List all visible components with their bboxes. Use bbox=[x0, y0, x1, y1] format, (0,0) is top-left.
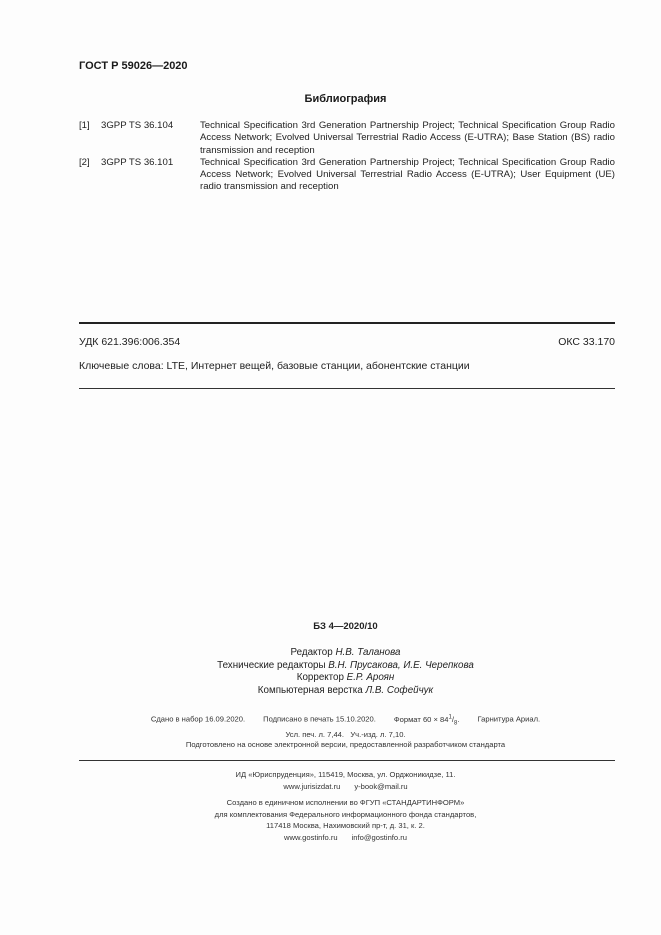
staff-role: Технические редакторы bbox=[217, 659, 326, 671]
pub-sheets: Уч.-изд. л. 7,10. bbox=[350, 730, 406, 740]
prepared-note: Подготовлено на основе электронной версии, предоставленной разработчиком стандарта bbox=[185, 740, 506, 749]
format-suffix: . bbox=[457, 714, 460, 724]
creator-block bbox=[0, 797, 661, 843]
bibliography-title: Библиография bbox=[304, 93, 387, 105]
sent-to-print: Сдано в набор 16.09.2020. bbox=[150, 714, 246, 724]
divider-imprint bbox=[79, 760, 615, 761]
publisher-email-link[interactable]: y-book@mail.ru bbox=[354, 781, 408, 791]
format-sub: 8 bbox=[453, 720, 458, 727]
publisher-contacts bbox=[30, 781, 661, 793]
staff-role: Корректор bbox=[296, 672, 344, 683]
reference-number: [1] bbox=[79, 120, 90, 131]
creator-line: 117418 Москва, Нахимовский пр-т, д. 31, к. 2. bbox=[266, 821, 425, 830]
staff-line bbox=[30, 685, 661, 698]
reference-text: Technical Specification 3rd Generation Partnership Project; Technical Specification Group Radio Access Network; Evolved Universal Terrestrial Radio Access (E-UTRA); User Equipment (UE) radio transmission and reception bbox=[200, 156, 615, 193]
print-sheets: Усл. печ. л. 7,44. bbox=[285, 730, 345, 740]
staff-role: Компьютерная верстка bbox=[257, 684, 363, 696]
creator-site-link[interactable]: www.gostinfo.ru bbox=[283, 832, 338, 842]
staff-role: Редактор bbox=[290, 647, 333, 658]
creator-contacts bbox=[30, 832, 661, 844]
creator-line: для комплектования Федерального информационного фонда стандартов, bbox=[214, 809, 477, 819]
publisher-line: ИД «Юриспруденция», 115419, Москва, ул. Орджоникидзе, 11. bbox=[235, 770, 456, 779]
staff-line bbox=[30, 647, 661, 660]
udk-code: УДК 621.396:006.354 bbox=[79, 336, 181, 348]
reference-text: Technical Specification 3rd Generation Partnership Project; Technical Specification Group Radio Access Network; Evolved Universal Terrestrial Radio Access (E-UTRA); Base Station (BS) radio transmission and reception bbox=[200, 120, 615, 156]
reference-item bbox=[79, 157, 615, 194]
creator-line: Создано в единичном исполнении во ФГУП «СТАНДАРТИНФОРМ» bbox=[226, 798, 465, 807]
staff-credits bbox=[0, 647, 661, 697]
keywords: Ключевые слова: LTE, Интернет вещей, базовые станции, абонентские станции bbox=[79, 360, 470, 372]
reference-code: 3GPP TS 36.101 bbox=[101, 156, 174, 168]
print-info-line1 bbox=[30, 711, 661, 729]
staff-names: Е.Р. Ароян bbox=[346, 672, 395, 683]
staff-line bbox=[30, 660, 661, 673]
divider-top bbox=[79, 322, 615, 324]
staff-names: Л.В. Софейчук bbox=[365, 684, 434, 696]
publisher-block bbox=[0, 769, 661, 792]
divider-bottom bbox=[79, 388, 615, 389]
oks-code: ОКС 33.170 bbox=[558, 336, 615, 348]
publisher-site-link[interactable]: www.jurisizdat.ru bbox=[283, 781, 341, 791]
typeface: Гарнитура Ариал. bbox=[477, 714, 541, 724]
print-info bbox=[0, 711, 661, 741]
document-code: ГОСТ Р 59026—2020 bbox=[79, 60, 188, 72]
staff-names: В.Н. Прусакова, И.Е. Черепкова bbox=[328, 659, 474, 671]
format: Формат $60 \times 84^1/_8$. bbox=[393, 714, 460, 727]
reference-number: [2] bbox=[79, 156, 90, 168]
reference-code: 3GPP TS 36.104 bbox=[101, 120, 174, 131]
signed-date: Подписано в печать 15.10.2020. bbox=[263, 714, 376, 724]
staff-line bbox=[30, 672, 661, 685]
creator-email-link[interactable]: info@gostinfo.ru bbox=[351, 832, 408, 842]
reference-list bbox=[79, 120, 615, 194]
bz-number: БЗ 4—2020/10 bbox=[313, 621, 378, 632]
format-sup: 1 bbox=[448, 714, 452, 720]
reference-item bbox=[79, 120, 615, 157]
staff-names: Н.В. Таланова bbox=[335, 647, 401, 658]
format-prefix: Формат 60 × 84 bbox=[393, 714, 449, 724]
